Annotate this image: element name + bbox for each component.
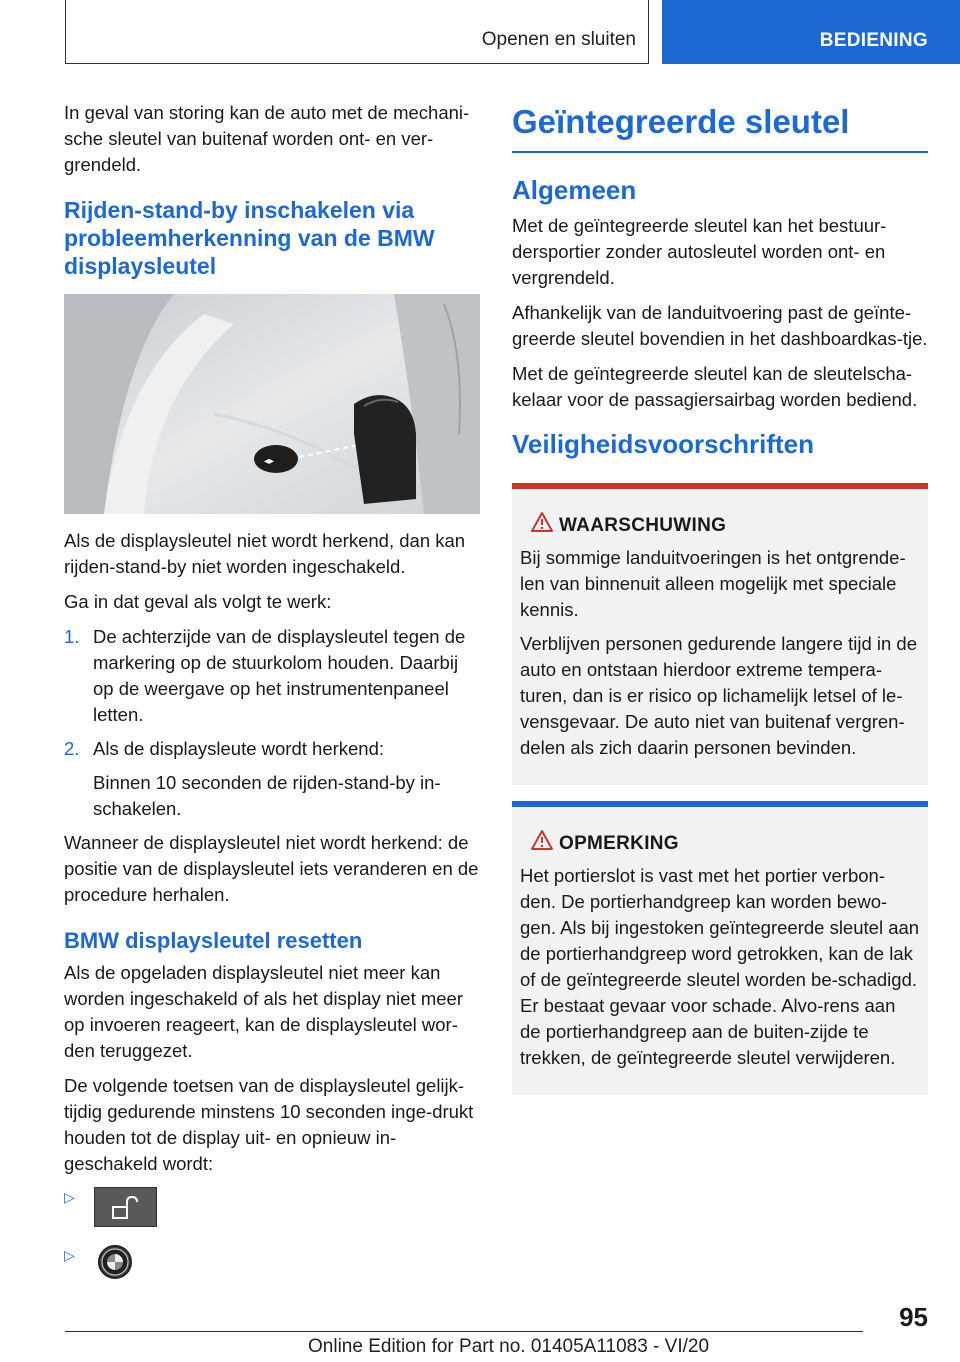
footer-edition: Online Edition for Part no. 01405A11083 - VI/20 [308, 1336, 710, 1357]
page-title: Geïntegreerde sleutel [512, 100, 928, 153]
step-text: Als de displaysleute wordt herkend: [93, 738, 385, 759]
after-steps-paragraph: Wanneer de displaysleutel niet wordt herkend: de positie van de displaysleutel iets veranderen en de procedure herhalen. [64, 832, 479, 905]
steering-column-illustration [64, 294, 480, 514]
header-section-box [65, 0, 649, 64]
right-column [512, 100, 928, 1111]
warning-paragraph-1: Bij sommige landuitvoeringen is het ontgrende-len van binnenuit alleen mogelijk met speciale kennis. [520, 547, 906, 620]
header-section-title: Openen en sluiten [481, 29, 636, 50]
step-subtext: Binnen 10 seconden de rijden-stand-by in-schakelen. [93, 772, 441, 819]
warning-box [512, 483, 928, 785]
step-text: De achterzijde van de displaysleutel tegen de markering op de stuurkolom houden. Daarbij op de weergave op het instrumentenpaneel letten. [93, 626, 466, 725]
warning-triangle-icon [530, 511, 554, 533]
bmw-roundel-key-icon [98, 1245, 132, 1279]
list-item [64, 736, 480, 822]
notice-box [512, 801, 928, 1095]
heading-standby: Rijden-stand-by inschakelen via probleemherkenning van de BMW displaysleutel [64, 197, 435, 279]
page-number: 95 [899, 1302, 928, 1332]
header-chapter-tab[interactable] [662, 0, 960, 64]
steps-list [64, 624, 480, 822]
warning-title: WAARSCHUWING [559, 515, 727, 536]
notice-paragraph-1: Het portierslot is vast met het portier verbon-den. De portierhandgreep kan worden bewo-gen. Als bij ingestoken geïntegreerde sleutel aan de portierhandgreep word getrokken, kan de lak of de geïntegreerde sleutel worden be-schadigd. Er bestaat gevaar voor schade. Alvo-rens aan de portierhandgreep aan de buiten-zijde te trekken, de geïntegreerde sleutel verwijderen. [520, 865, 920, 1068]
svg-text:◂▸: ◂▸ [264, 456, 275, 467]
warning-paragraph-2: Verblijven personen gedurende langere tijd in de auto en ontstaan hierdoor extreme tempera-turen, dan is er risico op lichamelijk letsel of le-vensgevaar. De auto niet van buitenaf vergren-delen als zich daarin personen bevinden. [520, 633, 918, 758]
intro-paragraph: In geval van storing kan de auto met de mechani-sche sleutel van buitenaf worden ont- en ver-grendeld. [64, 102, 470, 175]
list-item [64, 624, 480, 728]
list-item [64, 1245, 480, 1291]
notice-header [520, 829, 920, 859]
heading-general: Algemeen [512, 175, 637, 205]
general-paragraph-2: Afhankelijk van de landuitvoering past de geïnte-greerde sleutel bovendien in het dashboardkas-tje. [512, 302, 928, 349]
key-buttons-list [64, 1187, 480, 1291]
step-number: 1. [64, 626, 80, 647]
general-paragraph-3: Met de geïntegreerde sleutel kan de sleutelscha-kelaar voor de passagiersairbag worden bediend. [512, 363, 918, 410]
caution-triangle-icon [530, 829, 554, 851]
bullet-triangle-icon: ▷ [64, 1189, 75, 1205]
photo-caption-2: Ga in dat geval als volgt te werk: [64, 591, 332, 612]
general-paragraph-1: Met de geïntegreerde sleutel kan het bestuur-dersportier zonder autosleutel worden ont- en vergrendeld. [512, 215, 887, 288]
unlock-key-icon [94, 1187, 157, 1227]
step-number: 2. [64, 738, 80, 759]
left-column [64, 100, 480, 1303]
photo-caption-1: Als de displaysleutel niet wordt herkend, dan kan rijden-stand-by niet worden ingeschakeld. [64, 530, 466, 577]
warning-header [520, 511, 920, 541]
reset-paragraph-2: De volgende toetsen van de displaysleutel gelijk-tijdig gedurende minstens 10 seconden inge-drukt houden tot de display uit- en opnieuw in-geschakeld wordt: [64, 1075, 474, 1174]
footer-divider [65, 1331, 863, 1332]
bullet-triangle-icon: ▷ [64, 1247, 75, 1263]
steering-column-photo [64, 294, 480, 514]
notice-title: OPMERKING [559, 833, 679, 854]
heading-reset: BMW displaysleutel resetten [64, 928, 363, 953]
header-chapter-label: BEDIENING [819, 30, 928, 51]
list-item [64, 1187, 480, 1233]
heading-safety: Veiligheidsvoorschriften [512, 429, 814, 459]
reset-paragraph-1: Als de opgeladen displaysleutel niet meer kan worden ingeschakeld of als het display niet meer op invoeren reageert, kan de displaysleutel wor-den teruggezet. [64, 962, 464, 1061]
